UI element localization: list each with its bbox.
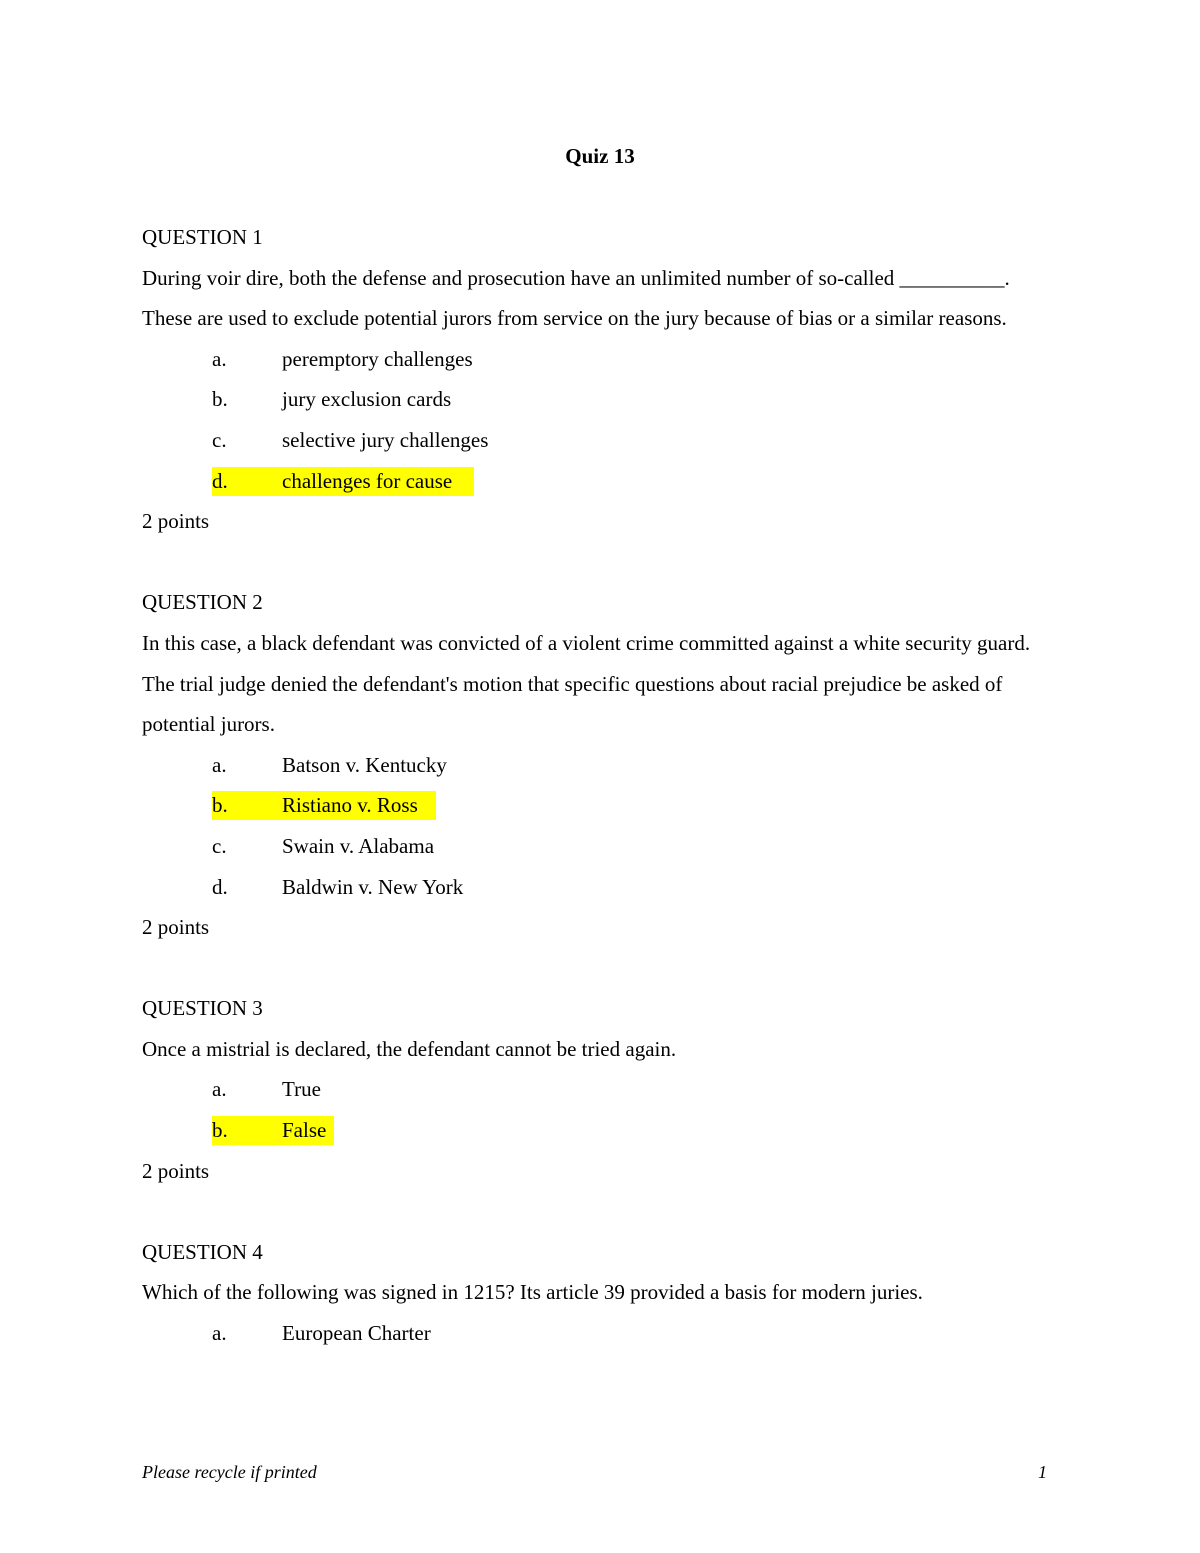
option-letter: a.: [212, 1321, 227, 1346]
question-points: 2 points: [142, 1158, 210, 1183]
answer-option: [142, 1313, 1052, 1354]
question-text: During voir dire, both the defense and prosecution have an unlimited number of so-called __________. These are used to exclude potential jurors from service on the jury because of bias or a similar reasons.: [142, 265, 1010, 331]
answer-option: [142, 379, 1052, 420]
option-text: False: [282, 1118, 327, 1143]
option-letter: a.: [212, 346, 227, 371]
option-text: Swain v. Alabama: [282, 833, 435, 858]
option-text: Ristiano v. Ross: [282, 793, 418, 818]
question-label: QUESTION 2: [142, 590, 263, 615]
option-text: selective jury challenges: [282, 427, 489, 452]
option-text: Batson v. Kentucky: [282, 752, 447, 777]
page-title: Quiz 13: [565, 144, 635, 168]
answer-option: [142, 1069, 1052, 1110]
quiz-content: [142, 217, 1052, 1394]
answer-options: [142, 1313, 1052, 1354]
option-letter: d.: [212, 468, 228, 493]
option-text: European Charter: [282, 1321, 431, 1346]
footer-note: Please recycle if printed: [142, 1462, 317, 1482]
option-text: peremptory challenges: [282, 346, 473, 371]
option-letter: c.: [212, 427, 227, 452]
page-number: 1: [1038, 1462, 1047, 1482]
answer-option: [142, 826, 1052, 867]
question-label: QUESTION 1: [142, 225, 263, 249]
answer-options: [142, 339, 1052, 501]
question-label: QUESTION 3: [142, 996, 263, 1021]
answer-option-highlighted: [142, 1110, 1052, 1151]
answer-option: [142, 420, 1052, 461]
option-text: Baldwin v. New York: [282, 874, 464, 899]
answer-option-highlighted: [142, 461, 1052, 502]
question-1: [142, 217, 1052, 542]
answer-option: [142, 867, 1052, 908]
option-text: True: [282, 1077, 321, 1102]
question-4: [142, 1232, 1052, 1354]
option-letter: a.: [212, 752, 227, 777]
question-points: 2 points: [142, 915, 210, 940]
option-text: jury exclusion cards: [282, 387, 452, 412]
answer-option-highlighted: [142, 785, 1052, 826]
question-label: QUESTION 4: [142, 1239, 263, 1264]
answer-option: [142, 339, 1052, 380]
option-letter: a.: [212, 1077, 227, 1102]
question-3: [142, 988, 1052, 1191]
question-2: [142, 582, 1052, 947]
option-letter: b.: [212, 793, 228, 818]
answer-options: [142, 745, 1052, 907]
question-points: 2 points: [142, 509, 210, 534]
option-letter: b.: [212, 1118, 228, 1143]
option-letter: c.: [212, 833, 227, 858]
answer-option: [142, 745, 1052, 786]
answer-options: [142, 1069, 1052, 1150]
option-text: challenges for cause: [282, 468, 453, 493]
question-text: Which of the following was signed in 1215? Its article 39 provided a basis for modern juries.: [142, 1280, 923, 1305]
question-text: In this case, a black defendant was convicted of a violent crime committed against a white security guard. The trial judge denied the defendant's motion that specific questions about racial prejudice be asked of potential jurors.: [142, 630, 1031, 737]
question-text: Once a mistrial is declared, the defendant cannot be tried again.: [142, 1036, 677, 1061]
option-letter: d.: [212, 874, 228, 899]
option-letter: b.: [212, 387, 228, 412]
